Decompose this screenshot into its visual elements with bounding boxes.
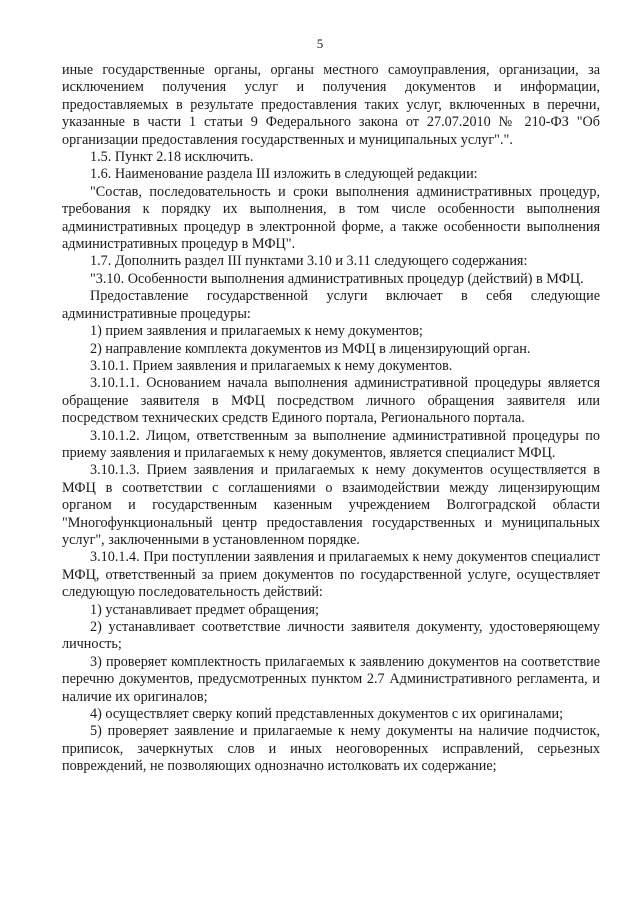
paragraph: 3.10.1.3. Прием заявления и прилагаемых к нему документов осуществляется в МФЦ в соответствии с соглашениями о взаимодействии между лицензирующим органом и государственным казенным учреждением Волгоградской области "Многофункциональный центр предоставления государственных и муниципальных услуг", заключенными в установленном порядке. (62, 462, 600, 548)
paragraph: 3.10.1.2. Лицом, ответственным за выполнение административной процедуры по приему заявления и прилагаемых к нему документов, является специалист МФЦ. (62, 427, 600, 461)
page-number: 5 (316, 36, 324, 51)
list-item: 2) устанавливает соответствие личности заявителя документу, удостоверяющему личность; (62, 619, 600, 653)
list-item: 4) осуществляет сверку копий представленных документов с их оригиналами; (90, 706, 564, 723)
list-item: 3) проверяет комплектность прилагаемых к заявлению документов на соответствие перечню документов, предусмотренных пунктом 2.7 Административного регламента, и наличие их оригиналов; (62, 653, 600, 705)
paragraph: 3.10.1.4. При поступлении заявления и прилагаемых к нему документов специалист МФЦ, ответственный за прием документов по государственной услуге, осуществляет следующую последовательность действий: (62, 549, 600, 601)
paragraph: 3.10.1. Прием заявления и прилагаемых к нему документов. (90, 357, 453, 374)
paragraph: "Состав, последовательность и сроки выполнения административных процедур, требования к порядку их выполнения, в том числе особенности выполнения административных процедур в электронной форме, а также особенности выполнения административных процедур в МФЦ". (62, 183, 600, 253)
list-item: 1) прием заявления и прилагаемых к нему документов; (90, 323, 423, 340)
paragraph: 1.6. Наименование раздела III изложить в следующей редакции: (90, 166, 478, 183)
document-body (62, 62, 600, 776)
list-item: 2) направление комплекта документов из МФЦ в лицензирующий орган. (90, 340, 531, 357)
paragraph: 1.7. Дополнить раздел III пунктами 3.10 и 3.11 следующего содержания: (90, 253, 528, 270)
paragraph: Предоставление государственной услуги включает в себя следующие административные процедуры: (62, 288, 600, 322)
list-item: 1) устанавливает предмет обращения; (90, 601, 319, 618)
paragraph: 1.5. Пункт 2.18 исключить. (90, 149, 254, 166)
list-item: 5) проверяет заявление и прилагаемые к нему документы на наличие подчисток, приписок, зачеркнутых слов и иных неоговоренных исправлений, серьезных повреждений, не позволяющих однозначно истолковать их содержание; (62, 723, 600, 775)
paragraph: иные государственные органы, органы местного самоуправления, организации, за исключением получения услуг и получения документов и информации, предоставляемых в результате предоставления таких услуг, включенных в перечни, указанные в части 1 статьи 9 Федерального закона от 27.07.2010 № 210-ФЗ "Об организации предоставления государственных и муниципальных услуг".". (62, 62, 600, 148)
paragraph: 3.10.1.1. Основанием начала выполнения административной процедуры является обращение заявителя в МФЦ посредством личного обращения заявителя или посредством технических средств Единого портала, Регионального портала. (62, 375, 600, 427)
paragraph: "3.10. Особенности выполнения административных процедур (действий) в МФЦ. (90, 270, 584, 287)
